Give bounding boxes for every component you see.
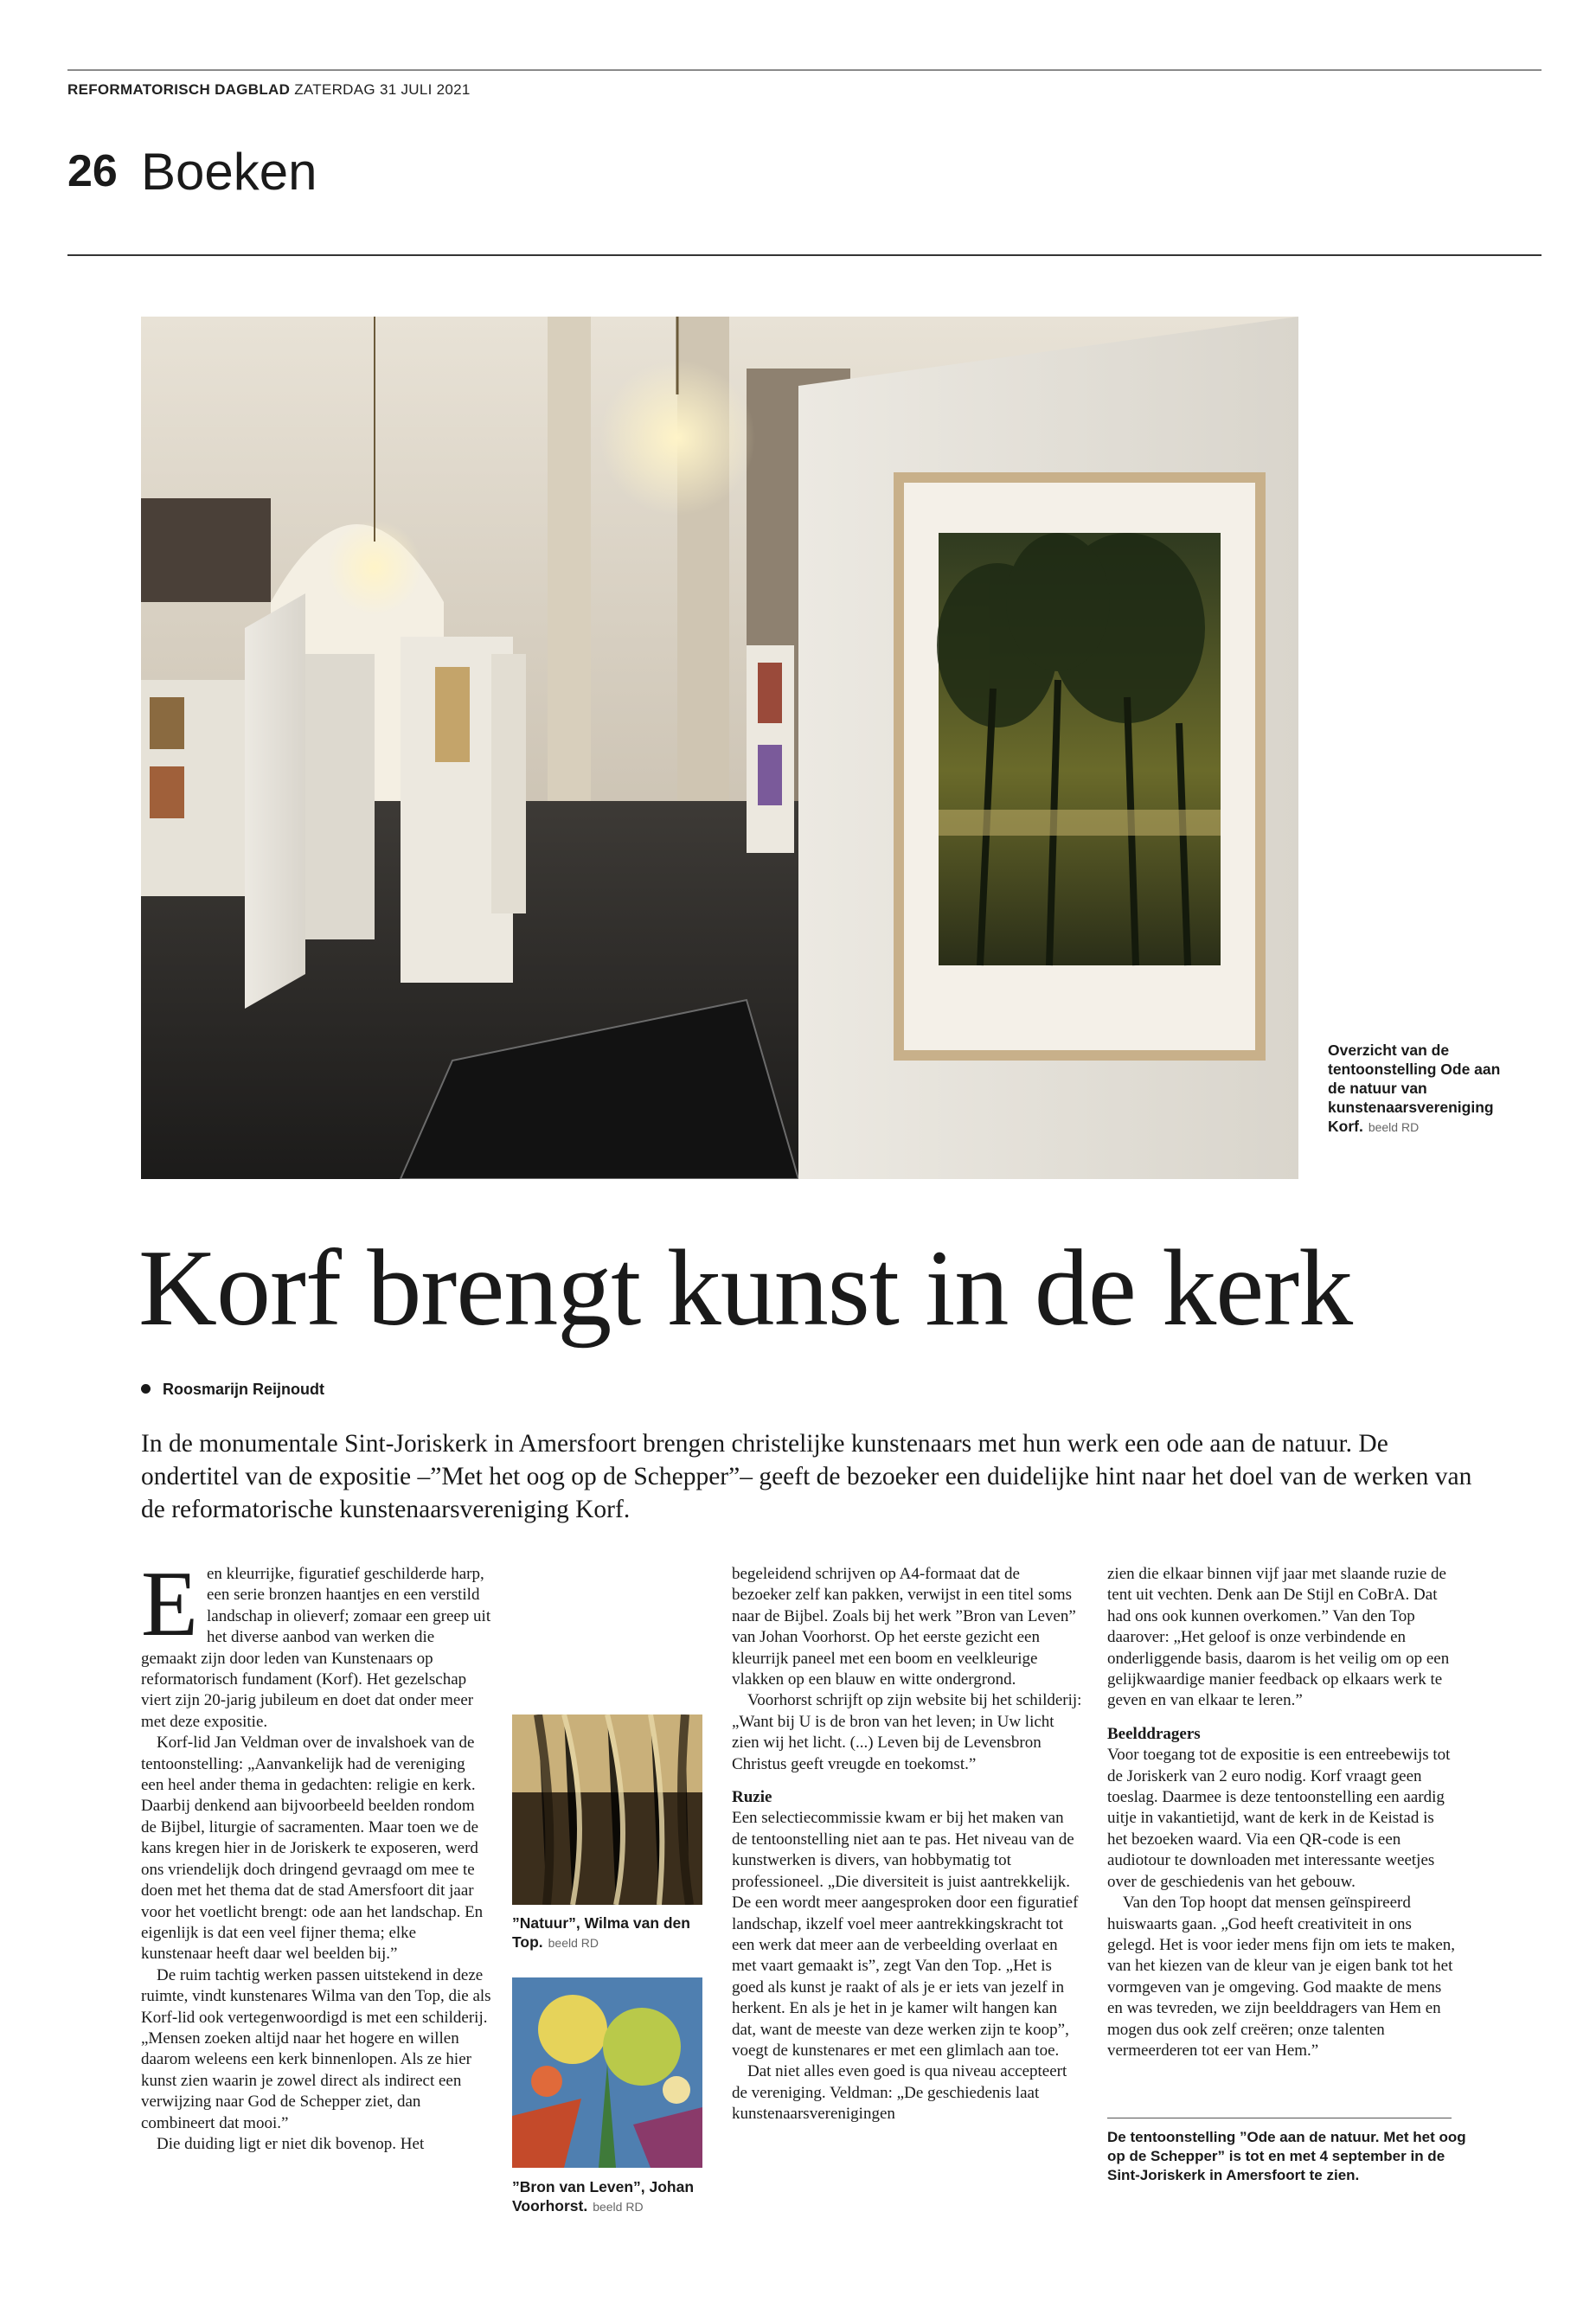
paper-name: REFORMATORISCH DAGBLAD [67,81,291,98]
masthead [67,81,471,99]
article-column-4 [1107,1564,1458,2061]
section-rule [67,254,1542,256]
main-photo [141,317,1298,1179]
thumb-credit-2: beeld RD [593,2200,644,2214]
thumb-caption-2 [512,2177,715,2216]
paragraph-text: en kleurrijke, figuratief geschilderde harp, een serie bronzen haantjes en een verstild landschap in olieverf; zomaar een greep uit het diverse aanbod van werken die gemaakt zijn door leden van Kunstenaars op reformatorisch fundament (Korf). Het gezelschap viert zijn 20-jarig jubileum en doet dat onder meer met deze expositie. [141,1565,491,1731]
subheading-beelddragers: Beelddragers [1107,1724,1201,1743]
issue-date: ZATERDAG 31 JULI 2021 [294,81,471,98]
article-column-1 [141,1553,491,2155]
main-photo-caption [1328,1041,1509,1137]
thumb-photo-bron-van-leven [512,1977,702,2168]
subheading-ruzie: Ruzie [732,1788,772,1807]
headline: Korf brengt kunst in de kerk [138,1228,1353,1349]
thumb-photo-natuur [512,1715,702,1905]
exhibition-info: De tentoonstelling ”Ode aan de natuur. Met het oog op de Schepper” is tot en met 4 september in de Sint-Joriskerk in Amersfoort te zien. [1107,2129,1466,2183]
paragraph: Dat niet alles even goed is qua niveau accepteert de vereniging. Veldman: „De geschiedenis laat kunstenaarsverenigingen [732,2062,1067,2124]
main-photo-caption-text: Overzicht van de tentoonstelling Ode aan de natuur van kunstenaarsvereniging Korf. [1328,1042,1501,1135]
top-rule [67,69,1542,71]
paragraph: Korf-lid Jan Veldman over de invalshoek van de tentoonstelling: „Aanvankelijk had de vereniging een heel ander thema in gedachten: religie en kerk. Daarbij denkend aan bijvoorbeeld beelden rondom de Bijbel, liturgie of sacramenten. Maar toen we de kans kregen hier in de Joriskerk te exposeren, werd ons vriendelijk doch dringend gevraagd om mee te doen met het thema dat de stad Amersfoort dit jaar voor het voetlicht brengt: ode aan het landschap. En eigenlijk is dat een veel fijner thema; elke kunstenaar heeft daar wel beelden bij.” [141,1734,484,1964]
paragraph: Van den Top hoopt dat mensen geïnspireerd huiswaarts gaan. „God heeft creativiteit in ons gelegd. Het is voor ieder mens fijn om iets te maken, van het kiezen van de kleur van je eigen bank tot het vormgeven van je omgeving. God maakte de mens en was tevreden, we zijn beelddragers van Hem en mogen dus ook zelf creëren; onze talenten vermeerderen tot eer van Hem.” [1107,1894,1456,2060]
author-name: Roosmarijn Reijnoudt [163,1381,325,1398]
paragraph: De ruim tachtig werken passen uitstekend in deze ruimte, vindt kunstenares Wilma van den Top, die als Korf-lid ook vertegenwoordigd is met een schilderij. „Mensen zoeken altijd naar het hogere en willen daarom weleens een kerk binnenlopen. Als ze hier kunst zien waarin je zowel direct als indirect een verwijzing naar God de Schepper ziet, dan combineert dat mooi.” [141,1965,491,2132]
paragraph [141,1553,491,1733]
article-column-3 [732,1564,1082,2125]
page-number: 26 [67,146,118,196]
thumb-credit-1: beeld RD [548,1936,599,1950]
paragraph: Voorhorst schrijft op zijn website bij het schilderij: „Want bij U is de bron van het leven; in Uw licht zien wij het licht. (...) Leven bij de Levensbron Christus geeft vreugde en toekomst.” [732,1691,1082,1773]
dropcap: E [141,1553,198,1656]
main-photo-credit: beeld RD [1368,1120,1420,1134]
paragraph: begeleidend schrijven op A4-formaat dat de bezoeker zelf kan pakken, verwijst in een titel soms naar de Bijbel. Zoals bij het werk ”Bron van Leven” van Johan Voorhorst. Op het eerste gezicht een kleurrijk paneel met een boom en veelkleurige vlakken op een blauw en witte ondergrond. [732,1565,1076,1689]
section-title: Boeken [141,143,317,201]
paragraph: Die duiding ligt er niet dik bovenop. Het [157,2134,425,2153]
paragraph: Een selectiecommissie kwam er bij het maken van de tentoonstelling niet aan te pas. Het niveau van de kunstwerken is divers, van hobbymatig tot professioneel. „Die diversiteit is juist aantrekkelijk. De een wordt meer aangesproken door een figuratief landschap, ikzelf voel meer aantrekkingskracht tot een werk dat meer aan de verbeelding overlaat en met vaart gemaakt is”, zegt Van den Top. „Het is goed als kunst je raakt of als je er iets van jezelf in herkent. En als je het in je kamer wilt hangen kan dat, want de meeste van deze werken zijn te koop”, voegt de kunstenares er met een glimlach aan toe. [732,1809,1079,2060]
thumb-caption-1-text: ”Natuur”, Wilma van den Top. [512,1914,690,1951]
bullet-icon [141,1384,151,1394]
thumb-caption-2-text: ”Bron van Leven”, Johan Voorhorst. [512,2178,695,2214]
intro-paragraph: In de monumentale Sint-Joriskerk in Amersfoort brengen christelijke kunstenaars met hun werk een ode aan de natuur. De ondertitel van de expositie –”Met het oog op de Schepper”– geeft de bezoeker een duidelijke hint naar het doel van de werken van de reformatorische kunstenaarsvereniging Korf. [141,1430,1472,1523]
paragraph: zien die elkaar binnen vijf jaar met slaande ruzie de tent uit vechten. Denk aan De Stijl en CoBrA. Dat had ons ook kunnen overkomen.” Van den Top daarover: „Het geloof is onze verbindende en onderliggende basis, daarom is het veilig om op een gelijkwaardige manier feedback op elkaars werk te geven en van elkaar te leren.” [1107,1565,1450,1710]
thumb-caption-1 [512,1913,715,1952]
byline [141,1381,324,1399]
paragraph: Voor toegang tot de expositie is een entreebewijs tot de Joriskerk van 2 euro nodig. Korf vraagt geen toeslag. Daarmee is deze tentoonstelling een aardig uitje in vakantietijd, want de kerk in de Keistad is het bezoeken waard. Via een QR-code is een audiotour te downloaden met interessante weetjes over de geschiedenis van het gebouw. [1107,1746,1451,1891]
